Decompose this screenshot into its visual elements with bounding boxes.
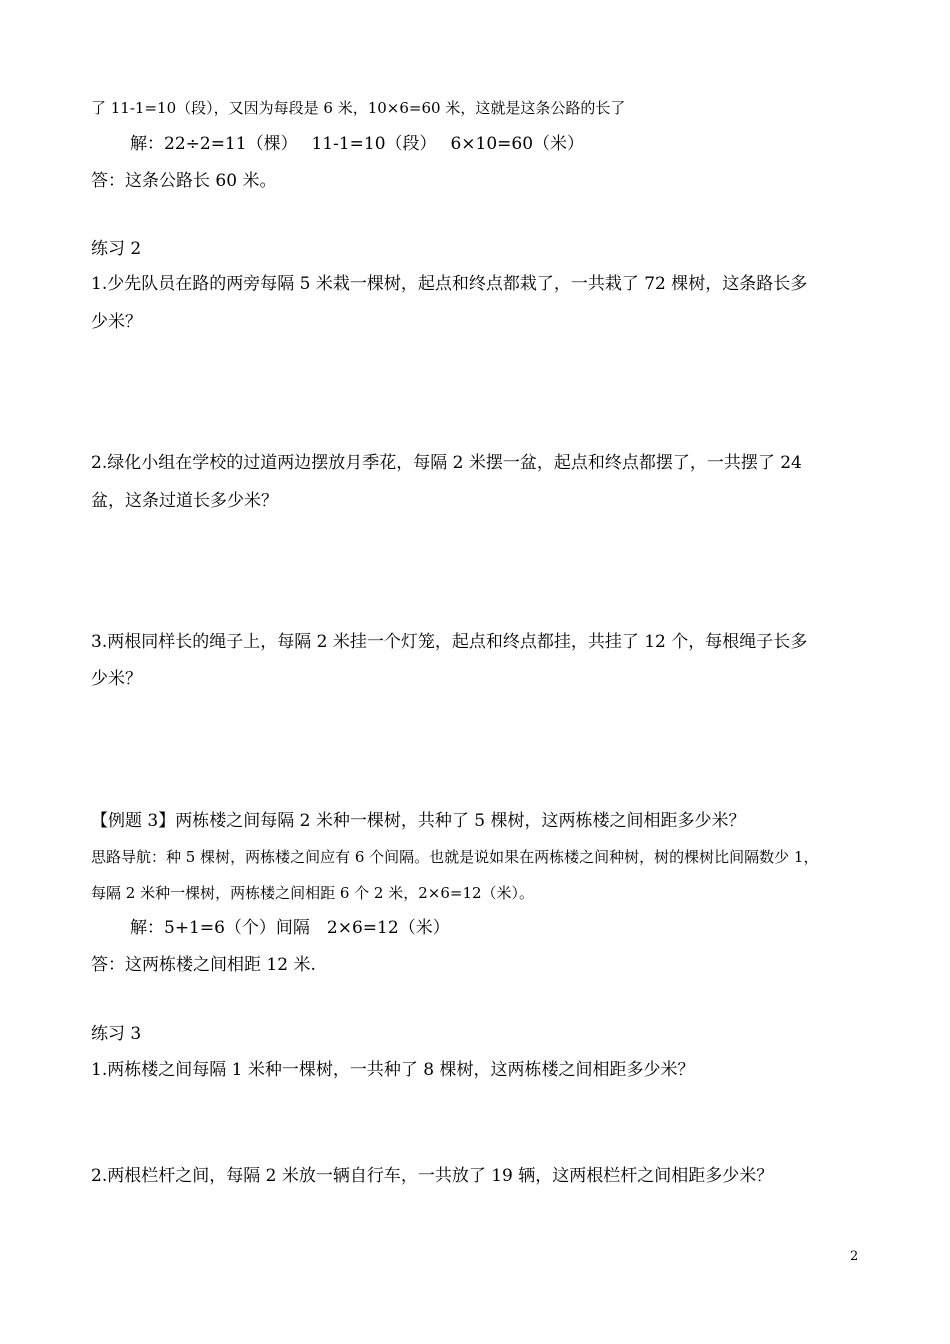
example-3-answer: 答：这两栋楼之间相距 12 米. <box>91 955 316 975</box>
exercise-2-question-3-line-2: 少米？ <box>91 669 142 689</box>
exercise-2-question-2-line-1: 2.绿化小组在学校的过道两边摆放月季花，每隔 2 米摆一盆，起点和终点都摆了，一共摆了 24 <box>91 453 802 473</box>
exercise-3-question-2: 2.两根栏杆之间，每隔 2 米放一辆自行车，一共放了 19 辆，这两根栏杆之间相距多少米？ <box>91 1166 774 1186</box>
solution-calculation-2: 解：22÷2=11（棵） 11-1=10（段） 6×10=60（米） <box>130 134 585 154</box>
exercise-heading-2: 练习 2 <box>91 239 142 259</box>
exercise-2-question-1-line-2: 少米？ <box>91 312 142 332</box>
exercise-3-question-1: 1.两栋楼之间每隔 1 米种一棵树，一共种了 8 棵树，这两栋楼之间相距多少米？ <box>91 1060 695 1080</box>
exercise-2-question-1-line-1: 1.少先队员在路的两旁每隔 5 米栽一棵树，起点和终点都栽了，一共栽了 72 棵树，这条路长多 <box>91 274 808 294</box>
answer-2: 答：这条公路长 60 米。 <box>91 171 277 191</box>
exercise-2-question-2-line-2: 盆，这条过道长多少米？ <box>91 491 278 511</box>
example-3-solution: 解：5+1=6（个）间隔 2×6=12（米） <box>130 918 450 938</box>
example-3-title: 【例题 3】两栋楼之间每隔 2 米种一棵树，共种了 5 棵树，这两栋楼之间相距多少米？ <box>91 811 746 831</box>
example-3-thinking-line-2: 每隔 2 米种一棵树，两栋楼之间相距 6 个 2 米，2×6=12（米）。 <box>91 884 535 902</box>
page-number: 2 <box>850 1249 859 1264</box>
exercise-heading-3: 练习 3 <box>91 1024 142 1044</box>
example-3-thinking-line-1: 思路导航：种 5 棵树，两栋楼之间应有 6 个间隔。也就是说如果在两栋楼之间种树，树的棵树比间隔数少 1， <box>91 848 819 866</box>
solution-explanation-continued: 了 11-1=10（段），又因为每段是 6 米，10×6=60 米，这就是这条公路的长了 <box>91 99 626 117</box>
exercise-2-question-3-line-1: 3.两根同样长的绳子上，每隔 2 米挂一个灯笼，起点和终点都挂，共挂了 12 个，每根绳子长多 <box>91 632 808 652</box>
